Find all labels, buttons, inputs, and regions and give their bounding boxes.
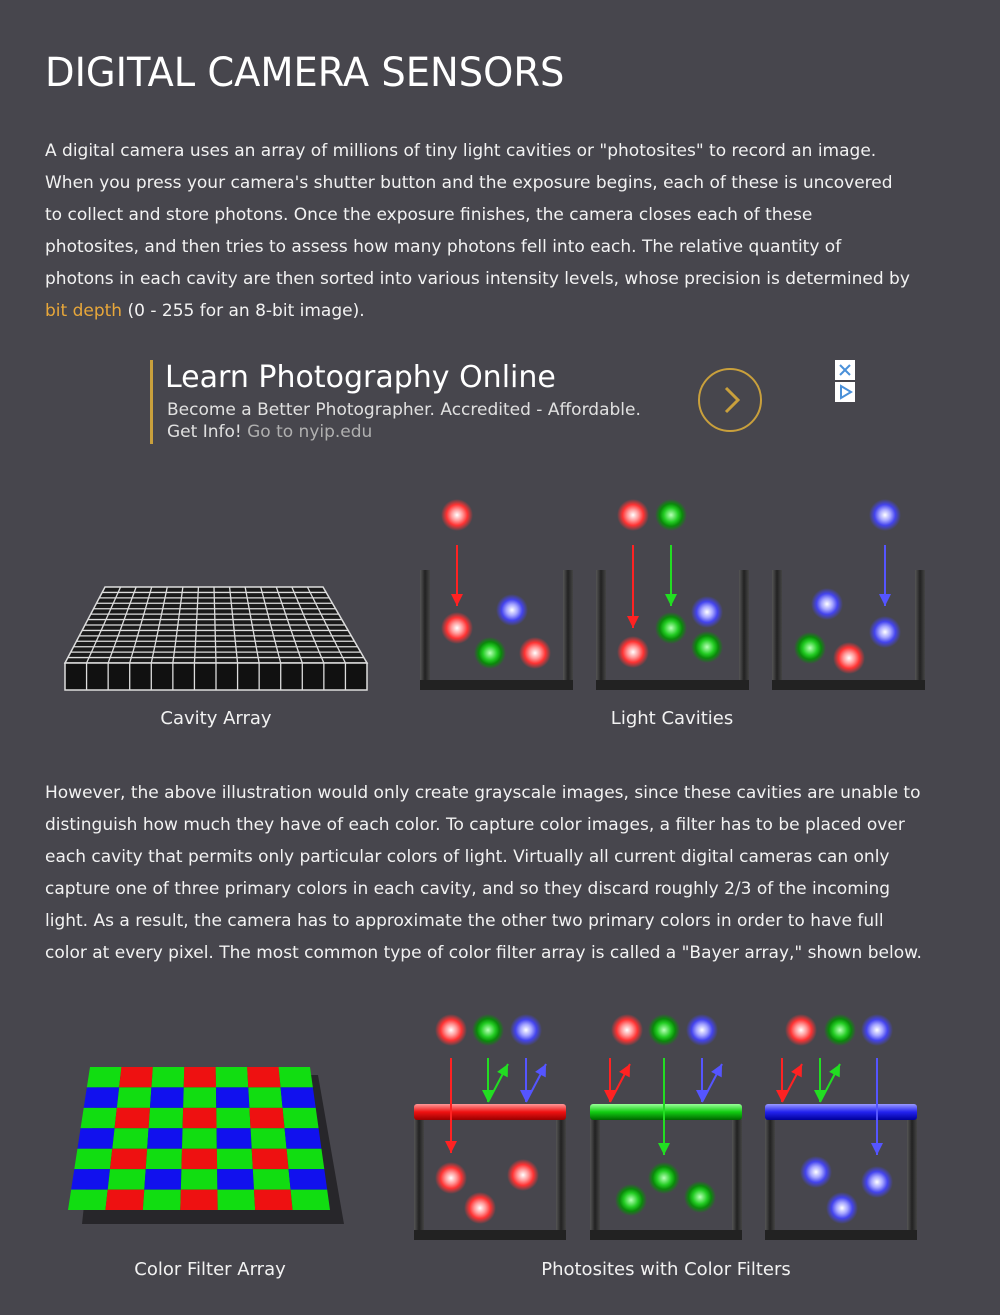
cavity-wall xyxy=(590,1118,600,1240)
bayer-cell xyxy=(183,1087,216,1107)
photon-red xyxy=(435,1014,467,1046)
bayer-cell xyxy=(105,1190,144,1210)
photon-blue xyxy=(686,1014,718,1046)
photon-blue xyxy=(800,1156,832,1188)
photon-red xyxy=(519,637,551,669)
bayer-cell xyxy=(184,1067,216,1087)
photon-green xyxy=(655,499,687,531)
photon-blue xyxy=(826,1192,858,1224)
arrowhead xyxy=(445,1141,457,1153)
cavity-wall xyxy=(414,1118,424,1240)
photon-green xyxy=(691,631,723,663)
photon-blue xyxy=(496,594,528,626)
bayer-cell xyxy=(110,1149,147,1169)
photon-red xyxy=(435,1162,467,1194)
bayer-cell xyxy=(182,1128,217,1148)
bayer-cell xyxy=(68,1190,108,1210)
bayer-cell xyxy=(151,1067,184,1087)
caption-photosites-filters: Photosites with Color Filters xyxy=(541,1259,791,1280)
photon-green xyxy=(648,1162,680,1194)
bayer-cell xyxy=(81,1108,117,1128)
body-line: each cavity that permits only particular colors of light. Virtually all current digital cameras can only xyxy=(45,847,890,867)
ad-url-link[interactable]: Go to nyip.edu xyxy=(247,422,373,442)
cavity-floor xyxy=(765,1230,917,1240)
arrowhead xyxy=(879,594,891,606)
bayer-cell xyxy=(181,1169,218,1189)
photon-red xyxy=(441,499,473,531)
intro-line: A digital camera uses an array of millions of tiny light cavities or "photosites" to record an image. xyxy=(45,141,877,161)
body-line: However, the above illustration would only create grayscale images, since these cavities are unable to xyxy=(45,783,921,803)
bayer-cell xyxy=(248,1087,282,1107)
photon-green xyxy=(794,632,826,664)
bayer-cell xyxy=(285,1128,322,1148)
bayer-cell xyxy=(216,1067,249,1087)
bayer-cell xyxy=(77,1128,114,1148)
color-filter-array-graphic xyxy=(68,1067,344,1224)
color-filter-green xyxy=(590,1104,742,1120)
ad-title[interactable]: Learn Photography Online xyxy=(165,360,556,395)
cavity-wall xyxy=(732,1118,742,1240)
photon-red xyxy=(464,1192,496,1224)
bayer-cell xyxy=(253,1169,291,1189)
cavity-wall xyxy=(420,570,430,690)
bayer-cell xyxy=(71,1169,110,1189)
body-line: light. As a result, the camera has to approximate the other two primary colors in order to have full xyxy=(45,911,884,931)
arrowhead xyxy=(451,594,463,606)
caption-light-cavities: Light Cavities xyxy=(610,708,734,729)
bayer-cell xyxy=(216,1108,250,1128)
photon-blue xyxy=(510,1014,542,1046)
cavity-wall xyxy=(915,570,925,690)
bayer-cell xyxy=(143,1190,181,1210)
bayer-cell xyxy=(283,1108,319,1128)
photon-green xyxy=(648,1014,680,1046)
photon-red xyxy=(441,612,473,644)
bayer-cell xyxy=(216,1087,249,1107)
body-line: color at every pixel. The most common type of color filter array is called a "Bayer array," shown below. xyxy=(45,943,922,963)
photosites-filters-graphic xyxy=(414,1014,917,1240)
ad-description: Become a Better Photographer. Accredited - Affordable. xyxy=(167,400,641,420)
intro-line: photons in each cavity are then sorted into various intensity levels, whose precision is determined by xyxy=(45,269,910,289)
cavity-wall xyxy=(739,570,749,690)
bayer-cell xyxy=(147,1128,182,1148)
bayer-cell xyxy=(247,1067,280,1087)
bayer-cell xyxy=(217,1190,255,1210)
photon-blue xyxy=(691,596,723,628)
bayer-cell xyxy=(84,1087,119,1107)
cavity-wall xyxy=(596,570,606,690)
arrowhead xyxy=(871,1143,883,1155)
photon-green xyxy=(655,612,687,644)
intro-line: When you press your camera's shutter button and the exposure begins, each of these is uncovered xyxy=(45,173,893,193)
intro-line: to collect and store photons. Once the exposure finishes, the camera closes each of these xyxy=(45,205,813,225)
photon-red xyxy=(611,1014,643,1046)
cavity-floor xyxy=(414,1230,566,1240)
photon-green xyxy=(615,1184,647,1216)
photon-red xyxy=(507,1159,539,1191)
photon-blue xyxy=(869,499,901,531)
bayer-cell xyxy=(291,1190,330,1210)
cavity-wall xyxy=(772,570,782,690)
photon-blue xyxy=(861,1166,893,1198)
cavity-floor xyxy=(420,680,573,690)
bayer-cell xyxy=(181,1149,217,1169)
photon-green xyxy=(474,637,506,669)
ad-cta-lead: Get Info! xyxy=(167,422,248,442)
cavity-floor xyxy=(596,680,749,690)
bayer-cell xyxy=(217,1149,253,1169)
bayer-cell xyxy=(117,1087,152,1107)
arrowhead xyxy=(627,616,639,628)
bayer-cell xyxy=(149,1108,184,1128)
bayer-cell xyxy=(249,1108,284,1128)
body-line: capture one of three primary colors in each cavity, and so they discard roughly 2/3 of the incoming xyxy=(45,879,891,899)
caption-cavity-array: Cavity Array xyxy=(160,708,272,729)
photon-green xyxy=(472,1014,504,1046)
photon-blue xyxy=(861,1014,893,1046)
photon-red xyxy=(785,1014,817,1046)
color-filter-red xyxy=(414,1104,566,1120)
bayer-cell xyxy=(115,1108,150,1128)
caption-color-filter-array: Color Filter Array xyxy=(134,1259,286,1280)
bayer-cell xyxy=(119,1067,153,1087)
page-title: DIGITAL CAMERA SENSORS xyxy=(45,50,565,96)
bayer-cell xyxy=(252,1149,289,1169)
body-paragraph xyxy=(45,777,965,969)
photon-blue xyxy=(811,588,843,620)
bayer-cell xyxy=(150,1087,184,1107)
bayer-cell xyxy=(112,1128,148,1148)
bayer-cell xyxy=(254,1190,293,1210)
photon-red xyxy=(617,636,649,668)
intro-line-rest: (0 - 255 for an 8-bit image). xyxy=(122,301,365,321)
bayer-cell xyxy=(144,1169,181,1189)
photon-red xyxy=(617,499,649,531)
bayer-cell xyxy=(251,1128,287,1148)
cavity-floor xyxy=(590,1230,742,1240)
bayer-cell xyxy=(217,1169,254,1189)
bayer-cell xyxy=(87,1067,122,1087)
bayer-cell xyxy=(281,1087,316,1107)
intro-line: photosites, and then tries to assess how many photons fell into each. The relative quantity of xyxy=(45,237,842,257)
bit-depth-link[interactable]: bit depth xyxy=(45,301,123,321)
photon-red xyxy=(833,642,865,674)
cavity-wall xyxy=(907,1118,917,1240)
cavity-array-graphic xyxy=(65,587,367,690)
bayer-cell xyxy=(279,1067,313,1087)
cavity-floor xyxy=(772,680,925,690)
bayer-cell xyxy=(217,1128,252,1148)
color-filter-blue xyxy=(765,1104,917,1120)
cavity-wall xyxy=(556,1118,566,1240)
arrowhead xyxy=(665,594,677,606)
bayer-cell xyxy=(74,1149,112,1169)
arrowhead xyxy=(658,1143,670,1155)
light-cavities-graphic xyxy=(420,499,925,690)
bayer-cell xyxy=(180,1190,217,1210)
cavity-wall xyxy=(563,570,573,690)
photon-blue xyxy=(869,616,901,648)
bayer-cell xyxy=(183,1108,217,1128)
photon-green xyxy=(824,1014,856,1046)
body-line: distinguish how much they have of each color. To capture color images, a filter has to be placed over xyxy=(45,815,905,835)
bayer-cell xyxy=(287,1149,325,1169)
photon-green xyxy=(684,1181,716,1213)
bayer-cell xyxy=(108,1169,146,1189)
bayer-cell xyxy=(146,1149,182,1169)
cavity-wall xyxy=(765,1118,775,1240)
bayer-cell xyxy=(289,1169,328,1189)
